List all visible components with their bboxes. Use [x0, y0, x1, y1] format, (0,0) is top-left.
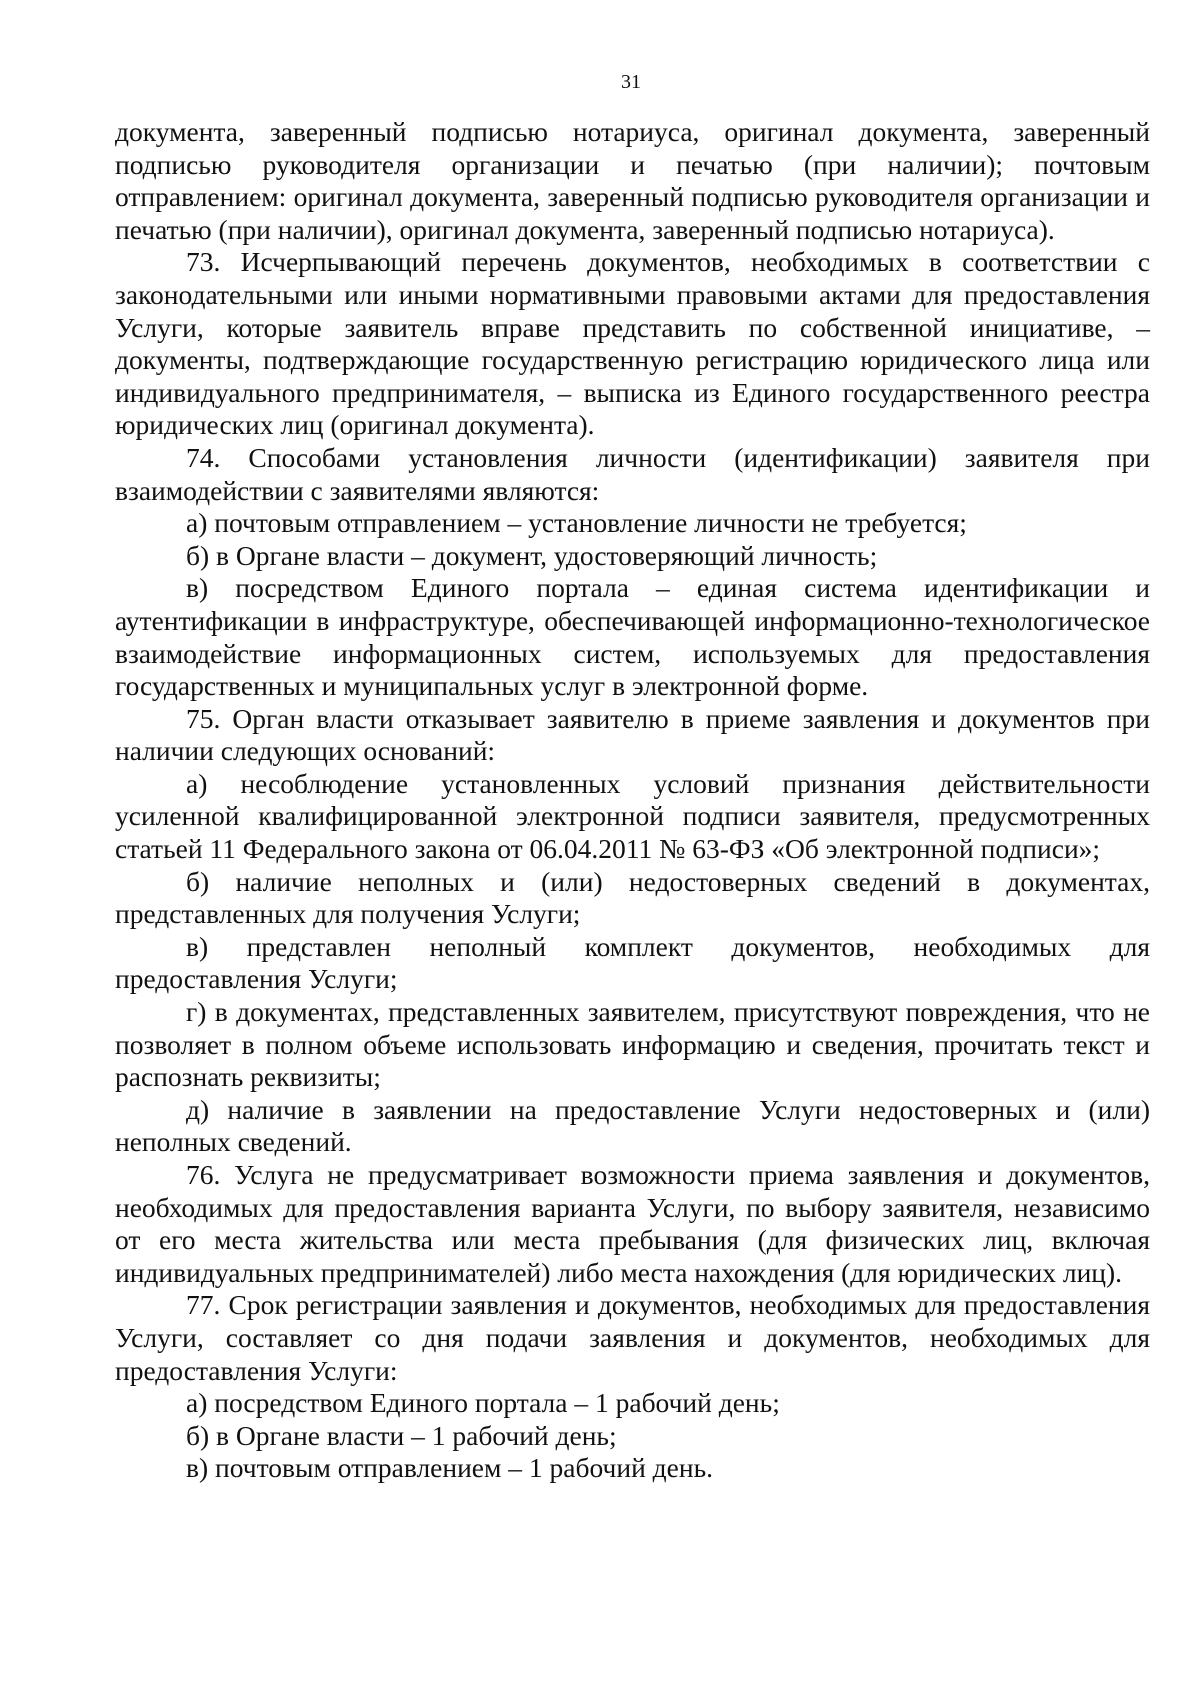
paragraph-75-b: б) наличие неполных и (или) недостоверных сведений в документах, представленных для получения Услуги; — [115, 865, 1150, 930]
paragraph-75-d: д) наличие в заявлении на предоставление Услуги недостоверных и (или) неполных сведений. — [115, 1093, 1150, 1158]
paragraph-75-a: а) несоблюдение установленных условий признания действительности усиленной квалифицированной электронной подписи заявителя, предусмотренных статьей 11 Федерального закона от 06.04.2011 № 63-ФЗ «Об электронной подписи»; — [115, 767, 1150, 865]
document-body — [115, 116, 1150, 1485]
paragraph-74: 74. Способами установления личности (идентификации) заявителя при взаимодействии с заявителями являются: — [115, 441, 1150, 506]
paragraph-74-b: б) в Органе власти – документ, удостоверяющий личность; — [186, 539, 878, 571]
paragraph-76: 76. Услуга не предусматривает возможности приема заявления и документов, необходимых для предоставления варианта Услуги, по выбору заявителя, независимо от его места жительства или места пребывания (для физических лиц, включая индивидуальных предпринимателей) либо места нахождения (для юридических лиц). — [115, 1159, 1150, 1288]
paragraph-77: 77. Срок регистрации заявления и документов, необходимых для предоставления Услуги, составляет со дня подачи заявления и документов, необходимых для предоставления Услуги: — [115, 1289, 1150, 1386]
paragraph-continuation: документа, заверенный подписью нотариуса, оригинал документа, заверенный подписью руководителя организации и печатью (при наличии); почтовым отправлением: оригинал документа, заверенный подписью руководителя организации и печатью (при наличии), оригинал документа, заверенный подписью нотариуса). — [115, 116, 1150, 245]
paragraph-74-a: а) почтовым отправлением – установление личности не требуется; — [186, 507, 967, 539]
paragraph-75-v: в) представлен неполный комплект документов, необходимых для предоставления Услуги; — [115, 930, 1150, 995]
paragraph-75-g: г) в документах, представленных заявителем, присутствуют повреждения, что не позволяет в полном объеме использовать информацию и сведения, прочитать текст и распознать реквизиты; — [115, 996, 1150, 1093]
paragraph-73: 73. Исчерпывающий перечень документов, необходимых в соответствии с законодательными или иными нормативными правовыми актами для предоставления Услуги, которые заявитель вправе представить по собственной инициативе, – документы, подтверждающие государственную регистрацию юридического лица или индивидуального предпринимателя, – выписка из Единого государственного реестра юридических лиц (оригинал документа). — [115, 246, 1150, 441]
paragraph-77-b: б) в Органе власти – 1 рабочий день; — [186, 1419, 617, 1451]
paragraph-75: 75. Орган власти отказывает заявителю в приеме заявления и документов при наличии следующих оснований: — [115, 702, 1150, 767]
paragraph-77-v: в) почтовым отправлением – 1 рабочий день. — [186, 1452, 713, 1484]
paragraph-74-v: в) посредством Единого портала – единая система идентификации и аутентификации в инфраструктуре, обеспечивающей информационно-технологическое взаимодействие информационных систем, используемых для предоставления государственных и муниципальных услуг в электронной форме. — [115, 572, 1150, 702]
paragraph-77-a: а) посредством Единого портала – 1 рабочий день; — [186, 1387, 780, 1419]
page-number: 31 — [621, 71, 641, 93]
